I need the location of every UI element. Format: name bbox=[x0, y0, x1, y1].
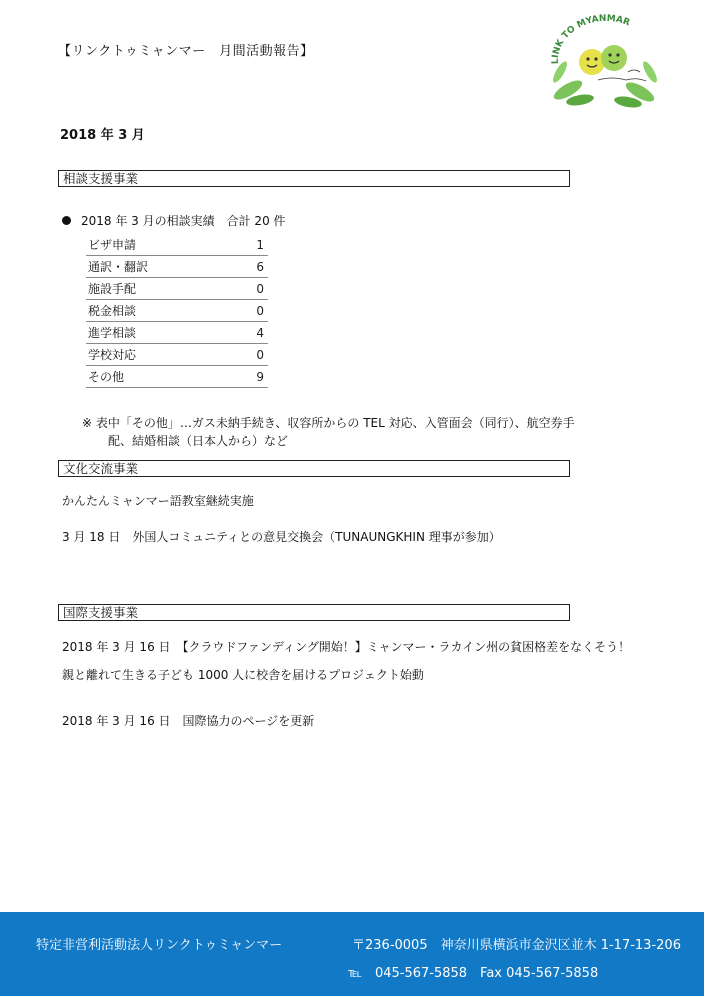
consult-count: 0 bbox=[236, 344, 268, 366]
table-row bbox=[86, 344, 268, 366]
organization-logo bbox=[540, 12, 670, 112]
consult-category: 通訳・翻訳 bbox=[86, 256, 236, 278]
culture-line-2: 3 月 18 日 外国人コミュニティとの意見交換会（TUNAUNGKHIN 理事が参加） bbox=[62, 530, 501, 544]
consult-category: 税金相談 bbox=[86, 300, 236, 322]
culture-line-1: かんたんミャンマー語教室継続実施 bbox=[62, 494, 254, 508]
consult-category: その他 bbox=[86, 366, 236, 388]
international-line-1: 2018 年 3 月 16 日 【クラウドファンディング開始！】ミャンマー・ラカイン州の貧困格差をなくそう！ bbox=[62, 640, 631, 654]
table-row bbox=[86, 256, 268, 278]
consultation-table bbox=[86, 234, 268, 388]
section-heading-consultation: 相談支援事業 bbox=[58, 170, 570, 187]
consult-count: 9 bbox=[236, 366, 268, 388]
footer-organization: 特定非営利活動法人リンクトゥミャンマー bbox=[36, 938, 283, 953]
table-row bbox=[86, 278, 268, 300]
consult-category: 施設手配 bbox=[86, 278, 236, 300]
international-line-3: 2018 年 3 月 16 日 国際協力のページを更新 bbox=[62, 714, 315, 728]
consultation-summary bbox=[62, 212, 286, 229]
table-row bbox=[86, 300, 268, 322]
logo-text: LINK TO MYANMAR bbox=[550, 13, 632, 65]
table-row bbox=[86, 366, 268, 388]
footer-bar bbox=[0, 912, 704, 996]
footer-phone-fax: ℡ 045-567-5858 Fax 045-567-5858 bbox=[348, 966, 599, 981]
footer-address: 〒236-0005 神奈川県横浜市金沢区並木 1-17-13-206 bbox=[352, 938, 681, 953]
table-row bbox=[86, 234, 268, 256]
bullet-icon bbox=[62, 216, 71, 225]
consult-count: 0 bbox=[236, 300, 268, 322]
consult-count: 6 bbox=[236, 256, 268, 278]
table-row bbox=[86, 322, 268, 344]
consult-count: 0 bbox=[236, 278, 268, 300]
consult-category: 学校対応 bbox=[86, 344, 236, 366]
note-line-2: 配、結婚相談（日本人から）など bbox=[108, 434, 289, 448]
consultation-summary-text: 2018 年 3 月の相談実績 合計 20 件 bbox=[81, 214, 286, 228]
consult-count: 1 bbox=[236, 234, 268, 256]
note-line-1: ※ 表中「その他」…ガス未納手続き、収容所からの TEL 対応、入管面会（同行）、航空券手 bbox=[82, 416, 575, 430]
consult-category: ビザ申請 bbox=[86, 234, 236, 256]
international-line-2: 親と離れて生きる子ども 1000 人に校舎を届けるプロジェクト始動 bbox=[62, 668, 424, 682]
report-month: 2018 年 3 月 bbox=[60, 128, 145, 143]
consult-count: 4 bbox=[236, 322, 268, 344]
report-title: 【リンクトゥミャンマー 月間活動報告】 bbox=[58, 44, 314, 59]
logo-graphic bbox=[540, 12, 670, 112]
section-heading-culture: 文化交流事業 bbox=[58, 460, 570, 477]
consult-category: 進学相談 bbox=[86, 322, 236, 344]
section-heading-international: 国際支援事業 bbox=[58, 604, 570, 621]
consultation-note bbox=[82, 414, 642, 450]
